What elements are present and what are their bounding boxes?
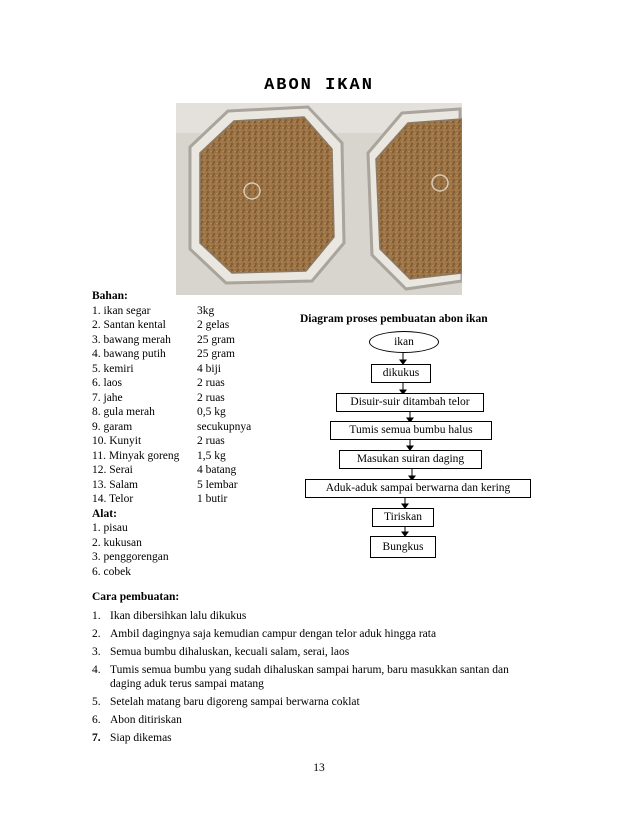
ingredient-qty: 2 ruas — [197, 391, 225, 404]
bahan-heading: Bahan: — [92, 290, 128, 302]
step-number: 6. — [92, 713, 101, 726]
method-step — [92, 663, 509, 691]
ingredient-name: 12. Serai — [92, 464, 133, 476]
ingredient-name: 4. bawang putih — [92, 348, 166, 360]
step-text: Ikan dibersihkan lalu dikukus — [110, 609, 247, 622]
ingredient-qty: secukupnya — [197, 420, 252, 433]
ingredient-name: 1. ikan segar — [92, 304, 151, 317]
ingredient-name: 7. jahe — [92, 391, 123, 404]
ingredient-qty: 3kg — [197, 304, 215, 317]
flow-step-masukan: Masukan suiran daging — [339, 450, 482, 469]
method-step — [92, 645, 509, 659]
step-text: Ambil dagingnya saja kemudian campur dengan telor aduk hingga rata — [110, 627, 437, 640]
flow-step-bungkus: Bungkus — [370, 536, 436, 558]
method-step — [92, 731, 509, 745]
ingredient-name: 14. Telor — [92, 493, 134, 505]
step-number: 4. — [92, 663, 101, 676]
step-text: Semua bumbu dihaluskan, kecuali salam, serai, laos — [110, 645, 350, 658]
flow-step-tumis: Tumis semua bumbu halus — [330, 421, 492, 440]
ingredient-qty: 2 gelas — [197, 319, 230, 331]
step-number: 7. — [92, 731, 101, 744]
step-number: 2. — [92, 627, 101, 640]
ingredient-name: 5. kemiri — [92, 362, 134, 375]
ingredient-qty: 2 ruas — [197, 435, 225, 447]
step-number: 5. — [92, 695, 101, 708]
method-step — [92, 695, 509, 709]
tool-item: 3. penggorengan — [92, 551, 169, 563]
flow-step-dikukus: dikukus — [371, 364, 431, 383]
step-number: 1. — [92, 609, 101, 622]
ingredient-name: 10. Kunyit — [92, 435, 142, 447]
ingredient-qty: 25 gram — [197, 348, 236, 360]
tool-item: 1. pisau — [92, 522, 128, 534]
alat-heading: Alat: — [92, 507, 117, 520]
diagram-title: Diagram proses pembuatan abon ikan — [300, 313, 488, 325]
tool-item: 2. kukusan — [92, 536, 142, 549]
ingredient-qty: 2 ruas — [197, 377, 225, 389]
flow-step-aduk: Aduk-aduk sampai berwarna dan kering — [305, 479, 531, 498]
ingredient-qty: 1 butir — [197, 493, 228, 505]
method-step — [92, 713, 509, 727]
ingredient-name: 6. laos — [92, 377, 123, 389]
step-text: Siap dikemas — [110, 731, 172, 744]
method-step — [92, 627, 509, 641]
page-title: ABON IKAN — [264, 76, 374, 95]
step-text: Setelah matang baru digoreng sampai berwarna coklat — [110, 695, 360, 708]
ingredient-name: 13. Salam — [92, 478, 138, 491]
ingredient-qty: 5 lembar — [197, 478, 238, 491]
ingredient-name: 2. Santan kental — [92, 319, 166, 331]
ingredient-qty: 4 biji — [197, 362, 221, 375]
ingredient-name: 8. gula merah — [92, 406, 155, 418]
ingredient-qty: 1,5 kg — [197, 449, 226, 462]
ingredient-name: 9. garam — [92, 420, 133, 433]
page-number: 13 — [313, 762, 325, 774]
step-text-continued: daging aduk terus sampai matang — [110, 677, 264, 690]
ingredient-name: 3. bawang merah — [92, 333, 171, 346]
step-text: Abon ditiriskan — [110, 713, 182, 726]
step-number: 3. — [92, 645, 101, 658]
cara-pembuatan-section — [92, 590, 509, 745]
flow-step-tiriskan: Tiriskan — [372, 508, 434, 527]
flow-start-ikan: ikan — [369, 331, 439, 353]
method-step — [92, 609, 509, 623]
tool-item: 6. cobek — [92, 565, 131, 578]
ingredient-name: 11. Minyak goreng — [92, 449, 180, 462]
flow-step-disuir: Disuir-suir ditambah telor — [336, 393, 484, 412]
step-text: Tumis semua bumbu yang sudah dihaluskan sampai harum, baru masukkan santan dan — [110, 663, 509, 676]
ingredient-qty: 0,5 kg — [197, 406, 226, 418]
ingredient-qty: 25 gram — [197, 333, 236, 346]
ingredient-qty: 4 batang — [197, 464, 237, 476]
cara-heading: Cara pembuatan: — [92, 591, 180, 603]
